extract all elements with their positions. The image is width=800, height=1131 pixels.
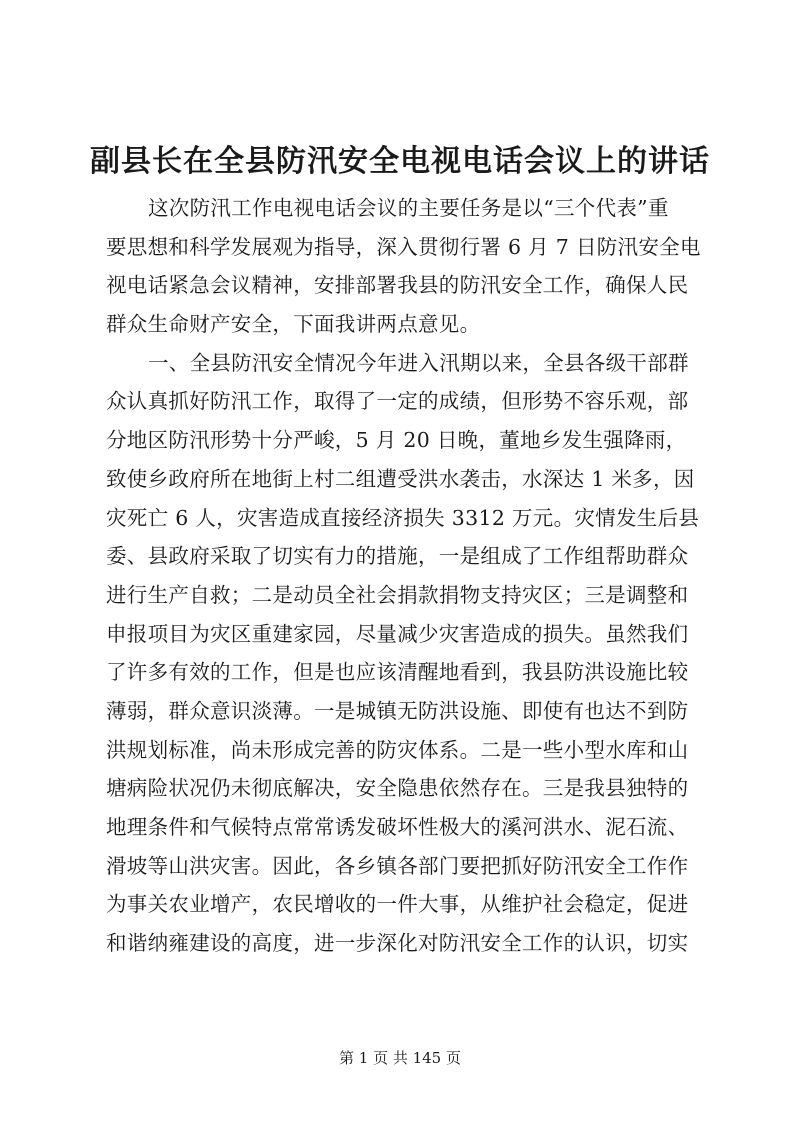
body-line: 委、县政府采取了切实有力的措施，一是组成了工作组帮助群众 (106, 544, 689, 569)
body-line: 众认真抓好防汛工作，取得了一定的成绩，但形势不容乐观，部 (106, 389, 689, 414)
document-body (106, 189, 726, 963)
body-line: 塘病险状况仍未彻底解决，安全隐患依然存在。三是我县独特的 (106, 776, 689, 801)
body-line: 申报项目为灾区重建家园，尽量减少灾害造成的损失。虽然我们 (106, 621, 689, 646)
body-line: 洪规划标准，尚未形成完善的防灾体系。二是一些小型水库和山 (106, 737, 689, 762)
body-line: 和谐纳雍建设的高度，进一步深化对防汛安全工作的认识，切实 (106, 931, 689, 956)
body-line: 视电话紧急会议精神，安排部署我县的防汛安全工作，确保人民 (106, 273, 689, 298)
body-line: 要思想和科学发展观为指导，深入贯彻行署 6 月 7 日防汛安全电 (106, 234, 701, 259)
body-line: 群众生命财产安全，下面我讲两点意见。 (106, 312, 481, 337)
body-line: 灾死亡 6 人，灾害造成直接经济损失 3312 万元。灾情发生后县 (106, 505, 700, 530)
body-line: 致使乡政府所在地街上村二组遭受洪水袭击，水深达 1 米多，因 (106, 466, 695, 491)
page-number: 第 1 页 共 145 页 (338, 1049, 461, 1067)
body-line: 一、全县防汛安全情况今年进入汛期以来，全县各级干部群 (148, 350, 689, 375)
body-line: 这次防汛工作电视电话会议的主要任务是以“三个代表”重 (148, 196, 669, 220)
document-title: 副县长在全县防汛安全电视电话会议上的讲话 (90, 144, 710, 179)
body-line: 为事关农业增产，农民增收的一件大事，从维护社会稳定，促进 (106, 892, 689, 917)
body-line: 了许多有效的工作，但是也应该清醒地看到，我县防洪设施比较 (106, 660, 689, 685)
body-line: 进行生产自救；二是动员全社会捐款捐物支持灾区；三是调整和 (106, 582, 689, 607)
body-line: 分地区防汛形势十分严峻，5 月 20 日晚，董地乡发生强降雨， (106, 428, 687, 453)
body-line: 薄弱，群众意识淡薄。一是城镇无防洪设施、即使有也达不到防 (106, 698, 689, 723)
body-line: 地理条件和气候特点常常诱发破坏性极大的溪河洪水、泥石流、 (106, 815, 689, 839)
body-line: 滑坡等山洪灾害。因此，各乡镇各部门要把抓好防汛安全工作作 (106, 853, 689, 878)
